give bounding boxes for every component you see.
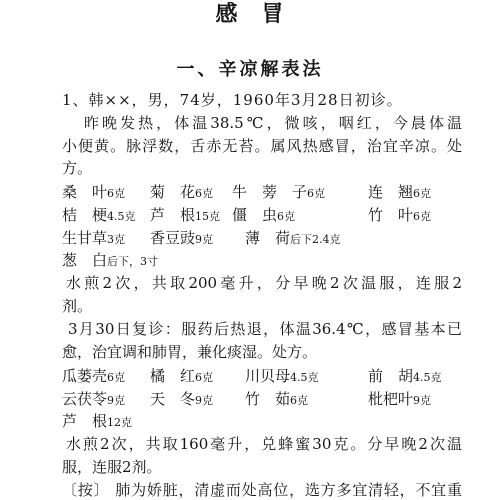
herb-dose: 6克 xyxy=(277,210,296,223)
herb-dose: 15克 xyxy=(195,210,221,223)
prescription-row xyxy=(0,182,500,202)
herb-item xyxy=(368,389,431,409)
herb-name: 前 胡 xyxy=(368,367,414,385)
herb-name: 葱 白 xyxy=(62,251,108,269)
herb-name: 天 冬 xyxy=(150,390,196,408)
directions-line: 水煎2次，共取160毫升，兑蜂蜜30克。分早晚2次温 xyxy=(66,435,462,453)
prescription-row xyxy=(0,228,500,248)
prescription-row xyxy=(0,205,500,225)
herb-name: 芦 根 xyxy=(62,412,108,430)
herb-item xyxy=(150,389,213,409)
herb-name: 竹 叶 xyxy=(368,206,414,224)
herb-dose: 12克 xyxy=(107,416,133,429)
prescription-row xyxy=(0,366,500,386)
herb-item xyxy=(368,205,431,225)
herb-dose: 9克 xyxy=(195,394,214,407)
herb-item xyxy=(232,182,325,202)
history-line: 方。 xyxy=(62,159,93,177)
herb-dose: 6克 xyxy=(413,210,432,223)
herb-name: 瓜蒌壳 xyxy=(62,367,108,385)
herb-dose: 6克 xyxy=(195,371,214,384)
herb-name: 橘 红 xyxy=(150,367,196,385)
herb-item xyxy=(62,366,125,386)
herb-name: 香豆豉 xyxy=(150,229,196,247)
followup-line: 3月30日复诊：服药后热退，体温36.4℃，感冒基本已 xyxy=(68,320,462,338)
herb-dose: 6克 xyxy=(290,394,309,407)
herb-item xyxy=(368,182,431,202)
herb-dose: 3克 xyxy=(107,233,126,246)
herb-name: 僵 虫 xyxy=(232,206,278,224)
herb-dose: 3寸 xyxy=(140,255,159,268)
herb-dose: 6克 xyxy=(107,187,126,200)
herb-name: 川贝母 xyxy=(245,367,291,385)
herb-name: 芦 根 xyxy=(150,206,196,224)
herb-name: 竹 茹 xyxy=(245,390,291,408)
page-title: 感 冒 xyxy=(215,1,285,27)
herb-item xyxy=(245,366,319,386)
herb-dose: 6克 xyxy=(413,187,432,200)
history-line: 小便黄。脉浮数，舌赤无苔。属风热感冒，治宜辛凉。处 xyxy=(62,137,462,155)
herb-prep-note: 后下 xyxy=(290,233,313,246)
herb-item xyxy=(62,389,125,409)
herb-name: 桑 叶 xyxy=(62,183,108,201)
case-intro-line: 1、韩××，男，74岁，1960年3月28日初诊。 xyxy=(62,91,403,109)
herb-item xyxy=(245,389,308,409)
herb-name: 生甘草 xyxy=(62,229,108,247)
herb-item xyxy=(150,228,213,248)
herb-dose: 9克 xyxy=(413,394,432,407)
herb-item xyxy=(245,228,341,248)
herb-dose: 2.4克 xyxy=(312,233,341,246)
followup-line: 愈，治宜调和肺胃，兼化痰湿。处方。 xyxy=(62,343,318,361)
herb-item xyxy=(150,182,213,202)
herb-dose: 9克 xyxy=(107,394,126,407)
herb-name: 桔 梗 xyxy=(62,206,108,224)
herb-name: 菊 花 xyxy=(150,183,196,201)
history-line: 昨晚发热，体温38.5℃，微咳，咽红，今晨体温 xyxy=(84,114,462,132)
prescription-row xyxy=(0,389,500,409)
herb-name: 枇杷叶 xyxy=(368,390,414,408)
herb-name: 连 翘 xyxy=(368,183,414,201)
herb-prep-note: 后下， xyxy=(107,255,141,268)
herb-item xyxy=(62,411,132,431)
prescription-row xyxy=(0,250,500,270)
herb-dose: 4.5克 xyxy=(107,210,136,223)
herb-item xyxy=(232,205,295,225)
herb-item xyxy=(150,366,213,386)
directions-line: 水煎2次，共取200毫升，分早晚2次温服，连服2 xyxy=(66,274,462,292)
commentary-text: 肺为娇脏，清虚而处高位，选方多宜清轻，不宜重 xyxy=(115,481,462,499)
herb-item xyxy=(368,366,442,386)
directions-line: 服，连服2剂。 xyxy=(62,458,162,476)
herb-dose: 9克 xyxy=(195,233,214,246)
herb-item xyxy=(62,205,136,225)
prescription-row xyxy=(0,411,500,431)
commentary-label: 〔按〕 xyxy=(62,481,110,499)
herb-dose: 4.5克 xyxy=(413,371,442,384)
herb-dose: 6克 xyxy=(107,371,126,384)
herb-dose: 6克 xyxy=(307,187,326,200)
herb-name: 云茯苓 xyxy=(62,390,108,408)
herb-dose: 6克 xyxy=(195,187,214,200)
herb-dose: 4.5克 xyxy=(290,371,319,384)
herb-name: 薄 荷 xyxy=(245,229,291,247)
commentary xyxy=(62,480,462,500)
directions-line: 剂。 xyxy=(62,297,93,315)
section-heading: 一、辛凉解表法 xyxy=(176,59,324,80)
herb-item xyxy=(150,205,220,225)
herb-item xyxy=(62,228,125,248)
herb-item xyxy=(62,182,125,202)
herb-name: 牛 蒡 子 xyxy=(232,183,308,201)
herb-item xyxy=(62,250,158,270)
